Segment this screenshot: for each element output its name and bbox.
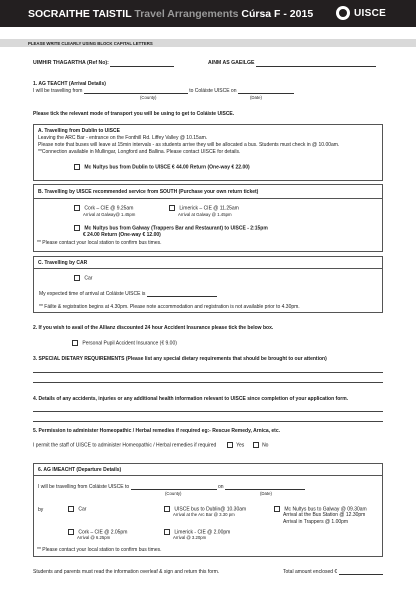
s6-cork-arrival: Arrival @ 6.25pm	[77, 535, 111, 540]
health-line-1[interactable]	[33, 411, 383, 412]
s3-desc: (Please list any special dietary requirements that should be brought to our attention)	[125, 356, 327, 362]
title-light: Travel Arrangements	[134, 8, 239, 20]
s1-title: 1. AG TEACHT (Arrival Details)	[33, 81, 106, 87]
title-course: Cúrsa F - 2015	[241, 8, 314, 20]
s6-dublin-checkbox[interactable]	[164, 506, 170, 512]
permit-yes-label: Yes	[236, 442, 245, 449]
health-line-2[interactable]	[33, 421, 383, 422]
name-row	[208, 60, 376, 67]
ref-row	[33, 60, 174, 67]
section-b-box	[33, 184, 383, 252]
sec-c-rule	[34, 268, 382, 269]
sec-b-title: B. Travelling by UISCE recommended service from SOUTH (Purchase your own return ticket)	[38, 189, 259, 195]
galway-option[interactable]	[74, 225, 268, 232]
tick-instruction: Please tick the relevant mode of transport you will be using to get to Coláiste UISCE.	[33, 111, 235, 117]
s1-date-caption: (Date)	[250, 95, 262, 100]
s6-cork-label: Cork – CIE @ 2.05pm	[78, 529, 128, 536]
sec-a-title: A. Travelling from Dublin to UISCE	[38, 128, 120, 134]
s3-header	[33, 356, 327, 362]
name-field[interactable]	[256, 66, 376, 67]
s6-galway-label: Mc Nultys bus to Galway @ 09.30am	[284, 506, 367, 513]
cork-arrival: Arrival at Galway@ 1.45pm	[83, 212, 136, 217]
s2-title: 2. If you wish to avail of the Allianz discounted 24 hour Accident Insurance please tick the below box.	[33, 325, 274, 331]
ref-field[interactable]	[110, 66, 174, 67]
section-6-box	[33, 463, 383, 557]
form-title	[28, 8, 313, 21]
s1-to-label: to Coláiste UISCE on	[189, 88, 237, 94]
sec-c-title: C. Travelling by CAR	[38, 260, 88, 266]
limerick-checkbox[interactable]	[169, 205, 175, 211]
sec-c-note: ** Fáilte & registration begins at 4.30pm. Please note accommodation and registration is not available prior to 4.30pm.	[39, 304, 300, 310]
dietary-line-1[interactable]	[33, 372, 383, 373]
sec-a-line2: Please note that buses will leave at 15min intervals - as students arrive they will be allocated a bus. Students must check in @ 10.00am.	[38, 142, 340, 148]
sec-a-line1: Leaving the ARC Bar - entrance on the Fonthill Rd. Liffey Valley @ 10.15am.	[38, 135, 208, 141]
insurance-label: Personal Pupil Accident Insurance (€ 9.00)	[82, 340, 177, 347]
insurance-checkbox[interactable]	[72, 340, 78, 346]
s6-galway-arrival-2: Arrival in Trappers @ 1.00pm	[283, 519, 349, 525]
s3-title: 3. SPECIAL DIETARY REQUIREMENTS	[33, 356, 125, 362]
page-header	[0, 0, 416, 27]
instruction-bar	[0, 39, 416, 47]
s4-title: 4. Details of any accidents, injuries or any additional health information relevant to UISCE since completion of your application form.	[33, 396, 349, 402]
ref-label: UIMHIR THAGARTHA (Ref No):	[33, 60, 109, 66]
dublin-bus-checkbox[interactable]	[74, 164, 80, 170]
s6-car-label: Car	[78, 506, 87, 513]
section-c-box	[33, 256, 383, 313]
arrival-time-row	[39, 291, 217, 297]
instruction-text: PLEASE WRITE CLEARLY USING BLOCK CAPITAL LETTERS	[28, 40, 153, 46]
sec-b-rule	[34, 198, 382, 199]
s1-county-caption: (County)	[140, 95, 157, 100]
galway-checkbox[interactable]	[74, 225, 80, 231]
sec-a-line3: **Connection available in Mullingar, Longford and Ballina. Please contact UISCE for details.	[38, 149, 241, 155]
permit-yes-checkbox[interactable]	[227, 442, 233, 448]
uisce-logo	[336, 6, 396, 22]
permit-label: I permit the staff of UISCE to administer Homeopathic / Herbal remedies if required	[33, 442, 217, 449]
logo-text: UISCE	[354, 8, 387, 19]
s6-dublin-arrival: Arrival at the Arc Bar @ 3.30 pm	[173, 512, 235, 517]
s6-date-caption: (Date)	[260, 491, 272, 496]
s6-limerick-checkbox[interactable]	[164, 529, 170, 535]
car-label: Car	[84, 275, 93, 282]
cork-label: Cork – CIE @ 9.25am	[84, 205, 134, 212]
s1-county-field[interactable]	[84, 93, 188, 94]
sec-a-option[interactable]	[74, 164, 250, 171]
car-option[interactable]	[74, 275, 92, 282]
car-checkbox[interactable]	[74, 275, 80, 281]
sec-b-note: ** Please contact your local station to confirm bus times.	[37, 240, 162, 246]
permit-row	[33, 442, 268, 449]
limerick-option[interactable]	[169, 205, 239, 212]
s5-title: 5. Permission to administer Homeopathic / Herbal remedies if required eg:- Rescue Remedy, Arnica, etc.	[33, 428, 281, 434]
title-main: SOCRAITHE TAISTIL	[28, 8, 132, 20]
s6-note: ** Please contact your local station to confirm bus times.	[37, 547, 162, 553]
arrival-time-field[interactable]	[147, 296, 217, 297]
s6-galway-arrival-1: Arrival at the Bus Station @ 12.30pm	[283, 512, 366, 518]
arrival-time-label: My expected time of arrival at Coláiste UISCE is	[39, 291, 146, 297]
dietary-line-2[interactable]	[33, 382, 383, 383]
s1-date-field[interactable]	[238, 93, 294, 94]
permit-no-label: No	[262, 442, 269, 449]
s6-car-option[interactable]	[68, 506, 86, 513]
galway-label: Mc Nultys bus from Galway (Trappers Bar and Restaurant) to UISCE - 2:15pm	[84, 225, 268, 232]
s6-title: 6. AG IMEACHT (Departure Details)	[38, 467, 122, 473]
sec-6-rule	[34, 475, 382, 476]
total-label: Total amount enclosed €	[283, 569, 338, 575]
total-field[interactable]	[339, 574, 383, 575]
s6-limerick-label: Limerick - CIE @ 2.00pm	[174, 529, 231, 536]
name-label: AINM AS GAEILGE	[208, 60, 255, 66]
s6-galway-checkbox[interactable]	[274, 506, 280, 512]
s6-car-checkbox[interactable]	[68, 506, 74, 512]
galway-price: € 24.00 Return (One-way € 12.00)	[83, 232, 161, 238]
s6-from-label: I will be travelling from Coláiste UISCE to	[38, 484, 130, 490]
limerick-arrival: Arrival at Galway @ 1.45pm	[178, 212, 232, 217]
dublin-bus-label: Mc Nultys bus from Dublin to UISCE € 44.00 Return (One-way € 22.00)	[84, 164, 250, 171]
cork-option[interactable]	[74, 205, 133, 212]
s6-cork-checkbox[interactable]	[68, 529, 74, 535]
permit-no-checkbox[interactable]	[253, 442, 259, 448]
insurance-option[interactable]	[72, 340, 177, 347]
s6-county-caption: (County)	[165, 491, 182, 496]
limerick-label: Limerick – CIE @ 11.25am	[179, 205, 239, 212]
s6-dublin-label: UISCE bus to Dublin@ 10.30am	[174, 506, 247, 513]
s1-line	[33, 88, 294, 94]
s6-on-label: on	[217, 484, 224, 490]
s6-line	[38, 484, 305, 490]
s6-by-label: by	[38, 507, 44, 513]
cork-checkbox[interactable]	[74, 205, 80, 211]
section-a-box	[33, 124, 383, 181]
total-row	[283, 569, 383, 575]
s6-limerick-arrival: Arrival @ 3.20pm	[173, 535, 207, 540]
s1-from-label: I will be travelling from	[33, 88, 83, 94]
seal-icon	[336, 6, 350, 20]
footer-note: Students and parents must read the information overleaf & sign and return this form.	[33, 569, 220, 575]
